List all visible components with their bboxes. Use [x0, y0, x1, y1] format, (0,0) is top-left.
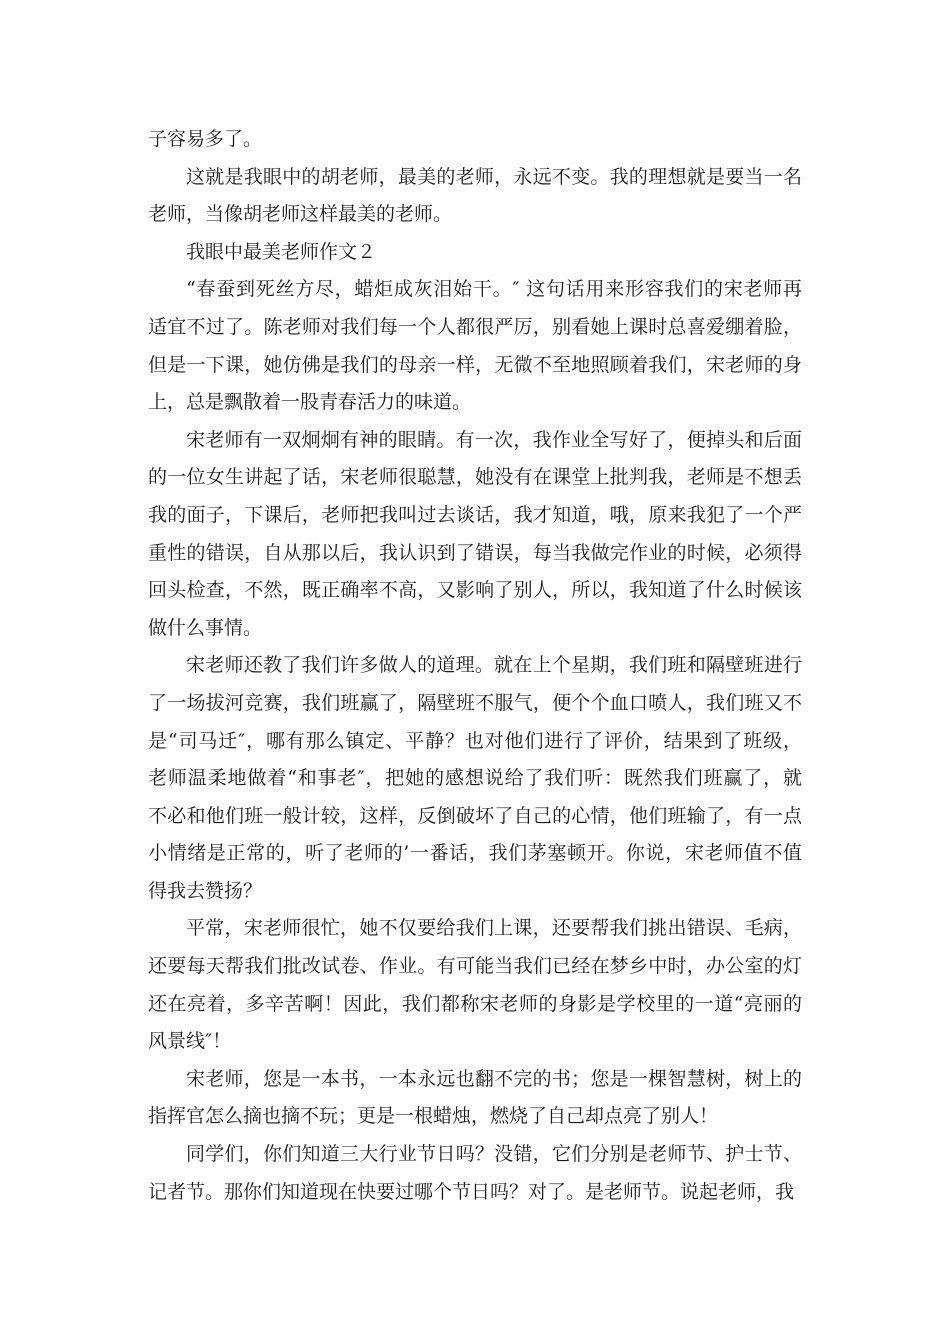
text-line: 重性的错误，自从那以后，我认识到了错误，每当我做完作业的时候，必须得	[148, 541, 802, 564]
text-line: 的一位女生讲起了话，宋老师很聪慧，她没有在课堂上批判我，老师是不想丢	[148, 466, 802, 489]
paragraph	[148, 121, 802, 159]
text-line: 宋老师，您是一本书，一本永远也翻不完的书；您是一棵智慧树，树上的	[186, 1067, 802, 1090]
text-line: 风景线″！	[148, 1030, 232, 1053]
text-line: 老师温柔地做着“和事老″，把她的感想说给了我们听：既然我们班赢了，就	[148, 767, 802, 790]
paragraph	[148, 159, 802, 234]
text-line: 宋老师还教了我们许多做人的道理。就在上个星期，我们班和隔壁班进行	[186, 654, 802, 677]
text-line: 还在亮着，多辛苦啊！因此，我们都称宋老师的身影是学校里的一道“亮丽的	[148, 992, 802, 1015]
text-line: 回头检查，不然，既正确率不高，又影响了别人，所以，我知道了什么时候该	[148, 579, 802, 602]
text-line: 但是一下课，她仿佛是我们的母亲一样，无微不至地照顾着我们，宋老师的身	[148, 353, 802, 376]
text-line: 指挥官怎么摘也摘不玩；更是一根蜡烛，燃烧了自己却点亮了别人！	[148, 1105, 719, 1128]
text-line: 同学们，你们知道三大行业节日吗？没错，它们分别是老师节、护士节、	[186, 1143, 802, 1166]
text-line: 小情绪是正常的，听了老师的’一番话，我们茅塞顿开。你说，宋老师值不值	[148, 842, 802, 865]
paragraph	[148, 234, 802, 272]
text-line: 适宜不过了。陈老师对我们每一个人都很严厉，别看她上课时总喜爱绷着脸，	[148, 315, 802, 338]
text-line: 是“司马迁″，哪有那么镇定、平静？也对他们进行了评价，结果到了班级，	[148, 729, 802, 752]
text-line: 宋老师有一双炯炯有神的眼睛。有一次，我作业全写好了，便掉头和后面	[186, 428, 802, 451]
text-line: 做什么事情。	[148, 616, 263, 639]
paragraph	[148, 1136, 802, 1211]
text-line: 我眼中最美老师作文２	[186, 240, 377, 263]
text-line: 子容易多了。	[148, 128, 263, 150]
text-line: 记者节。那你们知道现在快要过哪个节日吗？对了。是老师节。说起老师，我	[148, 1180, 795, 1203]
text-line: 了一场拔河竞赛，我们班赢了，隔壁班不服气，便个个血口喷人，我们班又不	[148, 691, 802, 714]
document-body	[148, 121, 802, 1211]
text-line: 这就是我眼中的胡老师，最美的老师，永远不变。我的理想就是要当一名	[186, 165, 802, 188]
text-line: “春蚕到死丝方尽，蜡炬成灰泪始干。″ 这句话用来形容我们的宋老师再	[186, 278, 802, 301]
paragraph	[148, 271, 802, 421]
text-line: 平常，宋老师很忙，她不仅要给我们上课，还要帮我们挑出错误、毛病，	[186, 917, 802, 940]
text-line: 老师，当像胡老师这样最美的老师。	[148, 203, 453, 226]
text-line: 还要每天帮我们批改试卷、作业。有可能当我们已经在梦乡中时，办公室的灯	[148, 955, 802, 978]
text-line: 得我去赞扬？	[148, 879, 263, 902]
text-line: 上，总是飘散着一股青春活力的味道。	[148, 391, 472, 414]
text-line: 我的面子，下课后，老师把我叫过去谈话，我才知道，哦，原来我犯了一个严	[148, 503, 802, 526]
text-line: 不必和他们班一般计较，这样，反倒破坏了自己的心情，他们班输了，有一点	[148, 804, 802, 827]
paragraph	[148, 647, 802, 910]
paragraph	[148, 910, 802, 1060]
paragraph	[148, 1061, 802, 1136]
paragraph	[148, 422, 802, 648]
